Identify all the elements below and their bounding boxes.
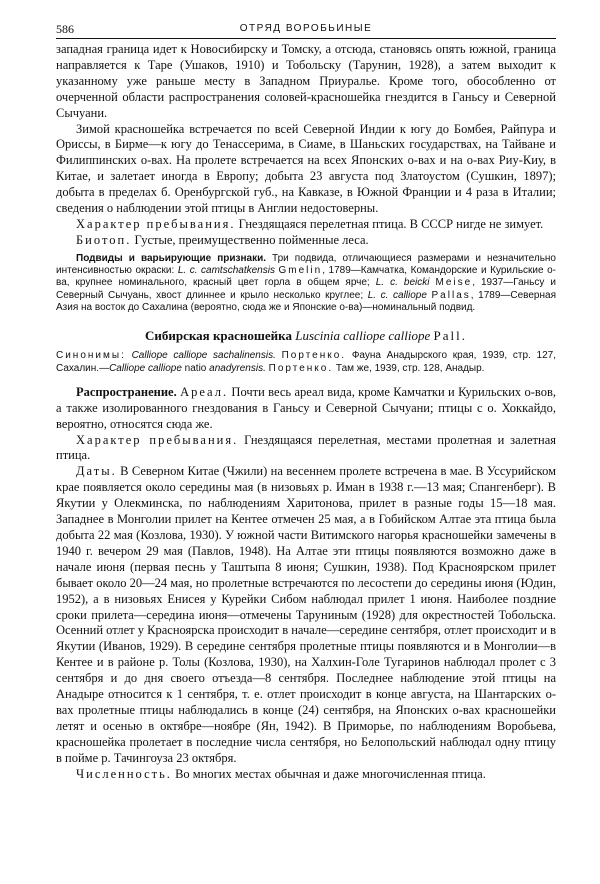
paragraph-subspecies bbox=[56, 253, 556, 314]
synonym-name-1: Calliope calliope sachalinensis. bbox=[131, 350, 276, 362]
paragraph-winter: Зимой красношейка встречается по всей Северной Индии к югу до Бомбея, Райпура и Ориссы, в Бирме—к югу до Тенассерима, в Сиаме, в Шаньских государствах, на Тайване и Филиппинских о-вах. На пролете встречается на всех Японских о-вах и на о-вах Риу-Киу, в Китае, и залетает иногда в Европу; добыта 23 августа под Златоустом (Сушкин, 1897); добыта в пределах б. Оренбургской губ., на Кавказе, в Южной Франции и 4 раза в Италии; сведения о наблюдении этой птицы в Англии недостоверны. bbox=[56, 121, 556, 216]
section-title-latin: Luscinia calliope calliope bbox=[295, 328, 431, 344]
header-rule bbox=[56, 38, 556, 39]
paragraph-synonyms bbox=[56, 350, 556, 375]
subspecies-label: Подвиды и варьирующие признаки. bbox=[76, 252, 266, 264]
subspecies-author-2: Meise bbox=[435, 277, 473, 289]
running-title: ОТРЯД ВОРОБЬИНЫЕ bbox=[239, 23, 373, 34]
paragraph-dates bbox=[56, 464, 556, 766]
paragraph-residence bbox=[56, 217, 556, 233]
paragraph-biotope bbox=[56, 233, 556, 249]
subspecies-text-2: , 1789—Камчатка, Командорские и Курильские о-ва, крупнее номинального, красный цвет горла в общем ярче; bbox=[56, 265, 556, 289]
abundance-text: Во многих местах обычная и даже многочисленная птица. bbox=[171, 766, 486, 781]
distribution-label: Распространение. bbox=[76, 384, 177, 399]
subspecies-text-4: , 1789—Северная Азия на восток до Сахалина (вероятно, сюда же и Японские о-ва)—номинальный подвид. bbox=[56, 289, 556, 313]
subspecies-author-3: Pallas bbox=[431, 289, 471, 301]
paragraph-range-continued: западная граница идет к Новосибирску и Томску, а отсюда, становясь опять южной, граница направляется к Таре (Ушаков, 1910) и Тобольску (Тарунин, 1928), а затем выходит к указанному уже раньше месту в Западном Приуралье. Кроме того, обособленно от очерченной области распространения соловей-красношейка гнездится в Ганьсу и Северной Сычуани. bbox=[56, 42, 556, 120]
subspecies-name-1: L. c. camtschatkensis bbox=[177, 265, 275, 277]
dates-text: В Северном Китае (Чжили) на весеннем пролете встречена в мае. В Уссурийском крае появляется около середины мая (в низовьях р. Иман в 1938 г.—13 мая; Спангенберг). В Якутии у Олекминска, по наблюдениям Харитонова, прилет в разные годы 15—18 мая. Западнее в Монголии прилет на Кентее отмечен 25 мая, а в Гобийском Алтае эта птица была добыта 22 мая (Козлова, 1930). У южной части Витимского нагорья красношейки замечены в 1940 г. вечером 29 мая (Павлов, 1948). На Алтае эти птицы появляются возможно даже в начале июня (первая песнь у Таштыпа 8 июня; Сушкин, 1938). Под Красноярском прилет бывает около 20—24 мая, но пролетные встречаются по лесостепи до середины июня (Юдин, 1952), а в низовьях Енисея у Курейки Сибом наблюдал прилет 1 июня. Наиболее поздние сроки прилета—середина июня—отмечены Таруниным (1928) для окрестностей Тобольска. Осенний отлет у Красноярска происходит в начале—середине сентября, отлет происходит и в Якутии (Иванов, 1929). В середине сентября пролетные птицы появляются и в Монголии—в Кентее и в районе р. Толы (Козлова, 1930), на Халхин-Голе Тугаринов наблюдал пролет с 3 сентября и до дня своего отъезда—8 сентября. Последнее наблюдение этой птицы на Анадыре относится к 1 сентября, т. е. отлет происходит в конце августа, на Шантарских о-вах пролетные птицы наблюдались в конце (24) сентября, на Японских о-вах красношейки летят и осенью в октябре—ноябре (Ян, 1942). В Приморье, по наблюдениям Воробьева, красношейка пролетает в последние числа сентября, но Белопольский наблюдал одну птицу в пойме р. Тачингоуза 23 октября. bbox=[56, 464, 556, 765]
section-title-common: Сибирская красношейка bbox=[145, 328, 292, 344]
subspecies-author-1: Gmelin bbox=[278, 265, 323, 277]
section-title-author: Pall. bbox=[433, 328, 467, 344]
subspecies-name-3: L. c. calliope bbox=[367, 289, 427, 301]
synonym-author-2: Портенко. bbox=[268, 362, 334, 374]
residence-label-2: Характер пребывания. bbox=[76, 432, 239, 447]
residence-text-2: Гнездящаяся перелетная, местами пролетная и залетная птица. bbox=[56, 432, 556, 463]
residence-label: Характер пребывания. bbox=[76, 216, 236, 231]
page-number: 586 bbox=[56, 22, 74, 36]
paragraph-distribution bbox=[56, 385, 556, 433]
text-body bbox=[56, 42, 556, 783]
page-header bbox=[56, 18, 556, 38]
synonym-name-2: Calliope calliope bbox=[109, 362, 182, 374]
synonym-name-3: anadyrensis. bbox=[209, 362, 266, 374]
subspecies-text-3: , 1937—Ганьсу и Северный Сычуань, хвост длиннее и крыло несколько круглее; bbox=[56, 277, 556, 301]
synonym-text-1: Фауна Анадырского края, 1939, стр. 127, Сахалин.— bbox=[56, 350, 557, 374]
distribution-text: Почти весь ареал вида, кроме Камчатки и Курильских о-вов, а также изолированного гнездования в Ганьсу и Северной Сычуани; птицы с о. Хоккайдо, вероятно, относятся сюда же. bbox=[56, 384, 557, 431]
subspecies-name-2: L. c. beicki bbox=[375, 277, 430, 289]
subspecies-text-1: Три подвида, отличающиеся размерами и незначительно интенсивностью окраски: bbox=[56, 252, 556, 277]
paragraph-abundance bbox=[56, 767, 556, 783]
residence-text: Гнездящаяся перелетная птица. В СССР нигде не зимует. bbox=[235, 216, 544, 231]
distribution-sublabel: Ареал. bbox=[180, 384, 229, 399]
biotope-label: Биотоп. bbox=[76, 232, 132, 247]
synonym-author-1: Портенко. bbox=[281, 350, 347, 362]
synonym-text-2: natio bbox=[181, 362, 210, 374]
abundance-label: Численность. bbox=[76, 766, 172, 781]
section-title bbox=[56, 328, 556, 344]
synonym-text-3: Там же, 1939, стр. 128, Анадыр. bbox=[335, 362, 485, 374]
biotope-text: Густые, преимущественно пойменные леса. bbox=[131, 232, 369, 247]
dates-label: Даты. bbox=[76, 464, 117, 479]
synonyms-label: Синонимы: bbox=[56, 350, 126, 362]
paragraph-residence-2 bbox=[56, 433, 556, 465]
